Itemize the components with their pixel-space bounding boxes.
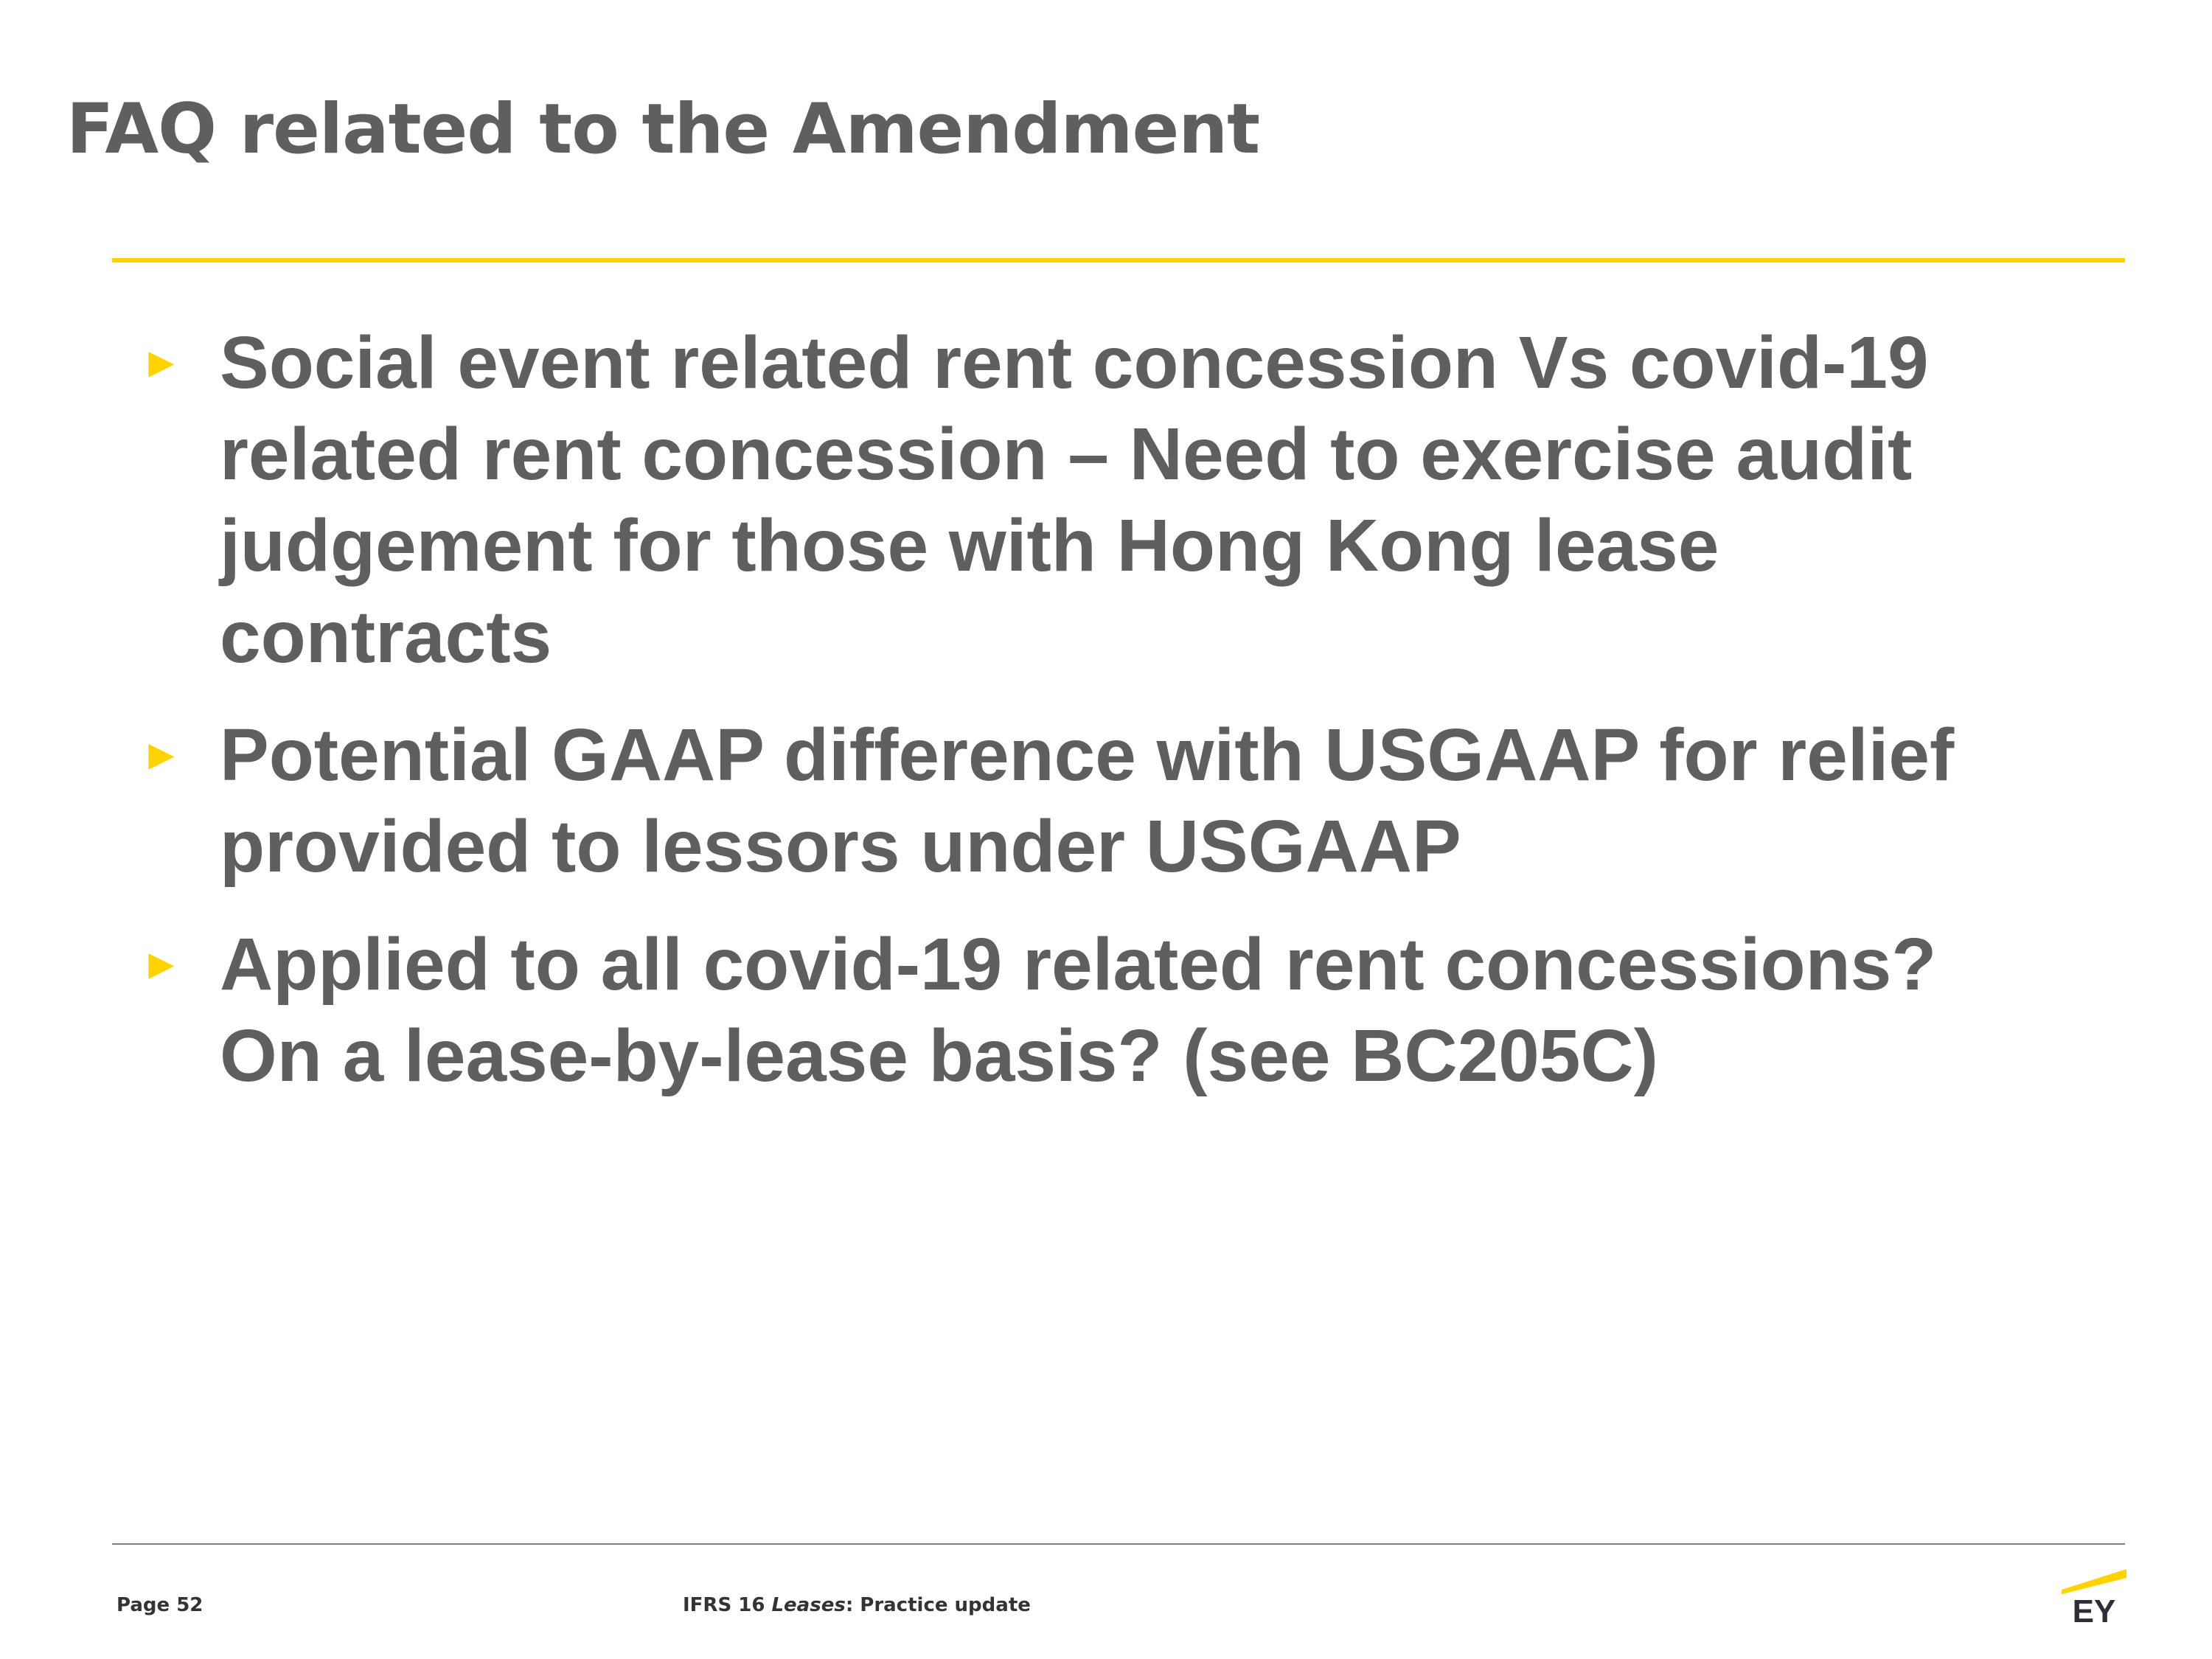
ey-logo-text: EY xyxy=(2072,1593,2116,1625)
triangle-bullet-icon: ► xyxy=(140,731,183,779)
bullet-item xyxy=(140,317,2042,683)
bullet-text: Applied to all covid-19 related rent concessions? On a lease-by-lease basis? (see BC205C) xyxy=(220,923,1937,1097)
footer-divider xyxy=(112,1543,2125,1545)
document-title-italic: Leases xyxy=(771,1594,846,1616)
bullet-item xyxy=(140,919,2042,1102)
ey-logo-icon xyxy=(2057,1554,2128,1625)
slide-title: FAQ related to the Amendment xyxy=(66,89,1260,170)
bullet-text: Social event related rent concession Vs covid-19 related rent concession – Need to exercise audit judgement for those with Hong Kong lease contracts xyxy=(220,321,1929,678)
document-title-prefix: IFRS 16 xyxy=(683,1594,772,1616)
document-title-suffix: : Practice update xyxy=(845,1594,1031,1616)
title-divider xyxy=(112,258,2125,262)
triangle-bullet-icon: ► xyxy=(140,338,183,386)
document-title xyxy=(683,1594,1031,1616)
triangle-bullet-icon: ► xyxy=(140,940,183,988)
bullet-list xyxy=(140,317,2042,1128)
bullet-item xyxy=(140,709,2042,892)
bullet-text: Potential GAAP difference with USGAAP for relief provided to lessors under USGAAP xyxy=(220,714,1955,888)
page-number: Page 52 xyxy=(116,1594,204,1616)
